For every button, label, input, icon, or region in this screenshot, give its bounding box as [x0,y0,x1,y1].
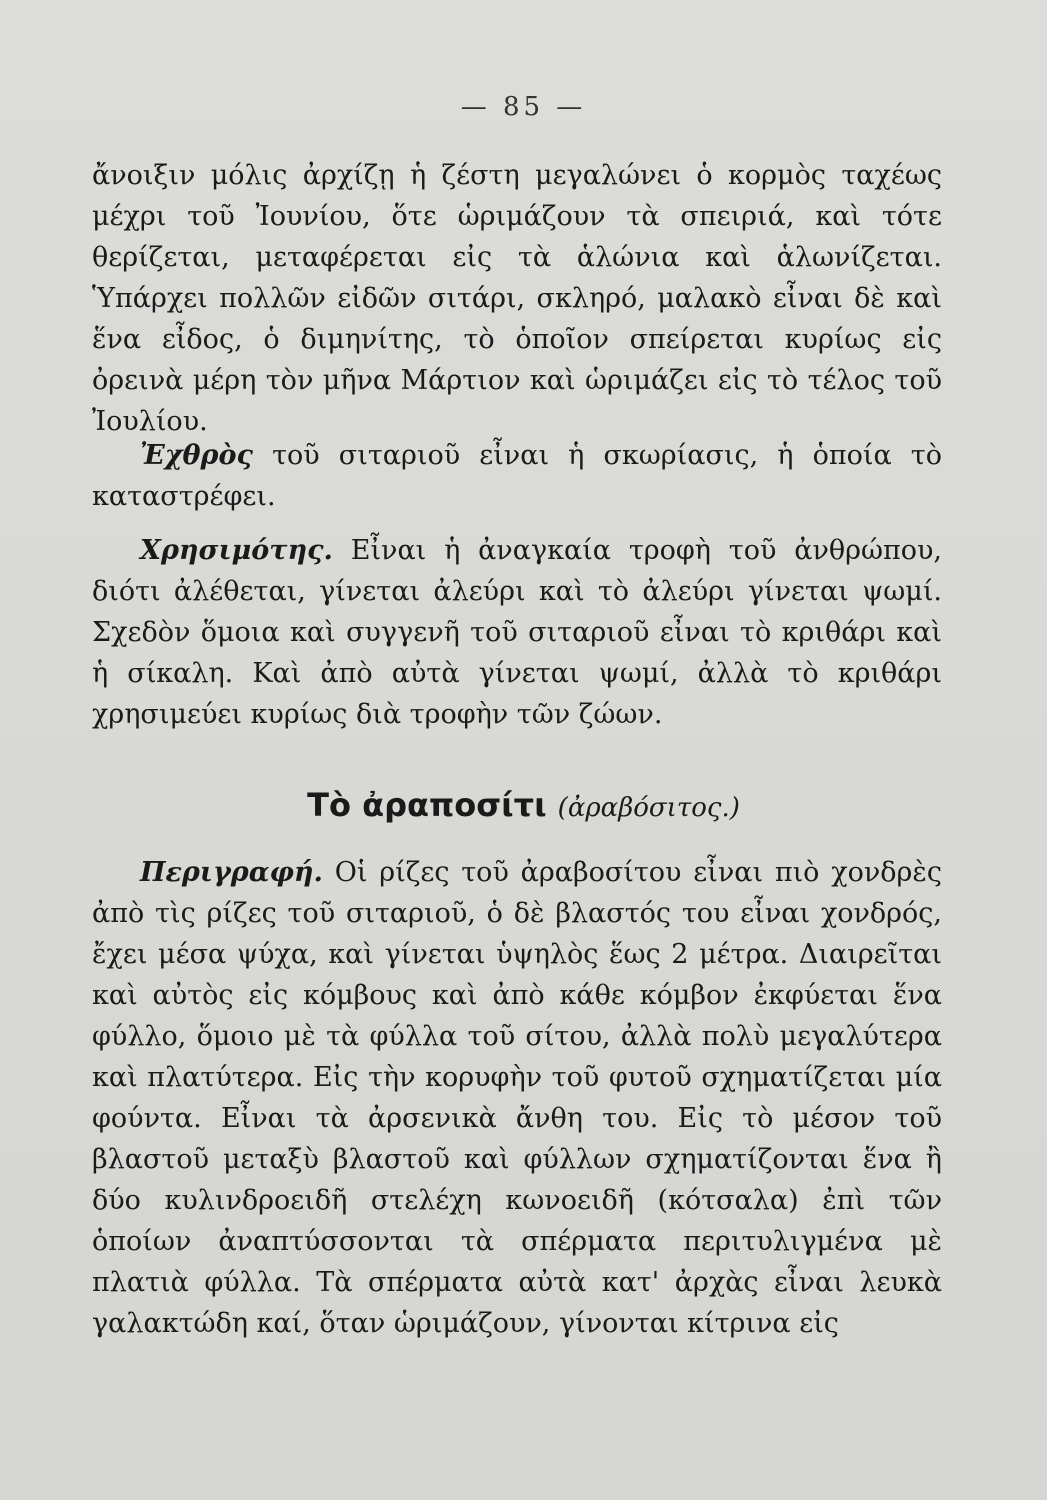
paragraph-enemy [92,435,942,517]
paragraph-label-enemy: Ἐχθρὸς [140,440,253,471]
paragraph-usefulness [92,530,942,735]
section-subtitle: (ἀραβόσιτος.) [557,793,740,823]
paragraph-text: Εἶναι ἡ ἀναγκαία τροφὴ τοῦ ἀνθρώπου, διότι ἀλέθεται, γίνεται ἀλεύρι καὶ τὸ ἀλεύρι γίνεται ψωμί. Σχεδὸν ὅμοια καὶ συγγενῆ τοῦ σιταριοῦ εἶναι τὸ κριθάρι καὶ ἡ σίκαλη. Καὶ ἀπὸ αὐτὰ γίνεται ψωμί, ἀλλὰ τὸ κριθάρι χρησιμεύει κυρίως διὰ τροφὴν τῶν ζώων. [92,535,942,730]
section-heading [0,786,1047,824]
paragraph-label-usefulness: Χρησιμότης. [140,535,333,566]
section-title: Τὸ ἀραποσίτι [307,786,547,824]
paragraph-text: τοῦ σιταριοῦ εἶναι ἡ σκωρίασις, ἡ ὁποία τὸ καταστρέφει. [92,440,942,512]
paragraph-text: Οἱ ρίζες τοῦ ἀραβοσίτου εἶναι πιὸ χονδρὲς ἀπὸ τὶς ρίζες τοῦ σιταριοῦ, ὁ δὲ βλαστός του εἶναι χονδρός, ἔχει μέσα ψύχα, καὶ γίνεται ὑψηλὸς ἕως 2 μέτρα. Διαιρεῖται καὶ αὐτὸς εἰς κόμβους καὶ ἀπὸ κάθε κόμβον ἐκφύεται ἕνα φύλλο, ὅμοιο μὲ τὰ φύλλα τοῦ σίτου, ἀλλὰ πολὺ μεγαλύτερα καὶ πλατύτερα. Εἰς τὴν κορυφὴν τοῦ φυτοῦ σχηματίζεται μία φούντα. Εἶναι τὰ ἀρσενικὰ ἄνθη του. Εἰς τὸ μέσον τοῦ βλαστοῦ μεταξὺ βλαστοῦ καὶ φύλλων σχηματίζονται ἕνα ἢ δύο κυλινδροειδῆ στελέχη κωνοειδῆ (κότσαλα) ἐπὶ τῶν ὁποίων ἀναπτύσσονται τὰ σπέρματα περιτυλιγμένα μὲ πλατιὰ φύλλα. Τὰ σπέρματα αὐτὰ κατ' ἀρχὰς εἶναι λευκὰ γαλακτώδη καί, ὅταν ὡριμάζουν, γίνονται κίτρινα εἰς [92,857,942,1339]
paragraph-text: ἄνοιξιν μόλις ἀρχίζῃ ἡ ζέστη μεγαλώνει ὁ κορμὸς ταχέως μέχρι τοῦ Ἰουνίου, ὅτε ὡριμάζουν τὰ σπειριά, καὶ τότε θερίζεται, μεταφέρεται εἰς τὰ ἁλώνια καὶ ἁλωνίζεται. Ὑπάρχει πολλῶν εἰδῶν σιτάρι, σκληρό, μαλακὸ εἶναι δὲ καὶ ἕνα εἶδος, ὁ διμηνίτης, τὸ ὁποῖον σπείρεται κυρίως εἰς ὀρεινὰ μέρη τὸν μῆνα Μάρτιον καὶ ὡριμάζει εἰς τὸ τέλος τοῦ Ἰουλίου. [92,160,942,437]
page-number: — 85 — [460,92,587,122]
paragraph-description [92,852,942,1344]
paragraph-wheat-growth [92,155,942,442]
paragraph-label-description: Περιγραφή. [140,857,323,888]
